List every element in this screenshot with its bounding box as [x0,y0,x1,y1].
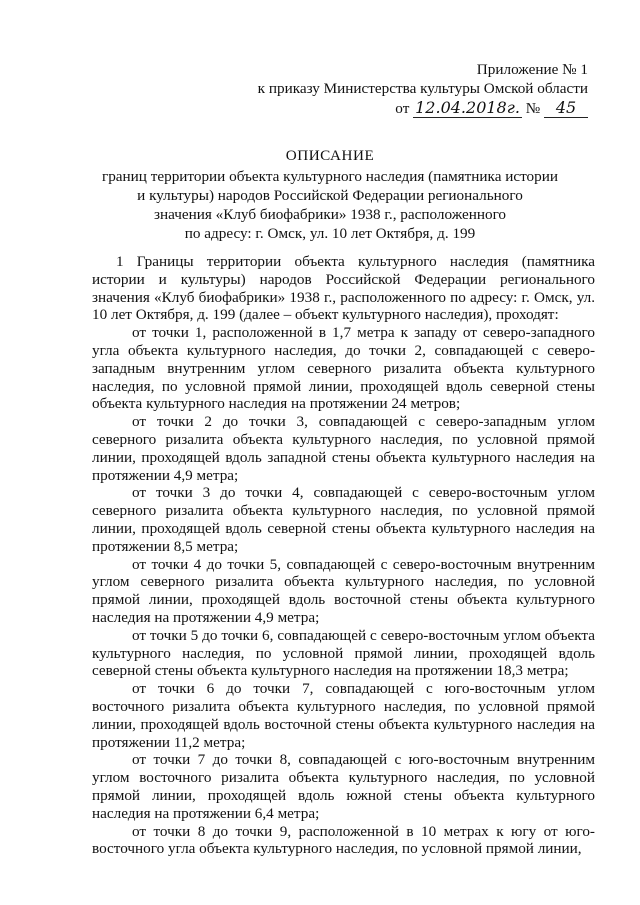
order-reference: к приказу Министерства культуры Омской области [257,80,588,97]
body-paragraph: от точки 6 до точки 7, совпадающей с юго-восточным углом восточного ризалита объекта культурного наследия, по условной прямой линии, проходящей вдоль восточной стены объекта культурного наследия на протяжении 11,2 метра; [92,680,595,751]
body-paragraph: от точки 7 до точки 8, совпадающей с юго-восточным внутренним углом восточного ризалита объекта культурного наследия, по условной прямой линии, проходящей вдоль южной стены объекта культурного наследия на протяжении 6,4 метра; [92,751,595,822]
body-paragraph: 1 Границы территории объекта культурного наследия (памятника истории и культуры) народов Российской Федерации регионального значения «Клуб биофабрики» 1938 г., расположенного по адресу: г. Омск, ул. 10 лет Октября, д. 199 (далее – объект культурного наследия), проходят: [92,253,595,324]
document-body [92,253,595,858]
body-paragraph: от точки 5 до точки 6, совпадающей с северо-восточным углом объекта культурного наследия, по условной прямой линии, проходящей вдоль северной стены объекта культурного наследия на протяжении 18,3 метра; [92,626,595,680]
handwritten-date: 12.04.2018г. [415,98,520,117]
document-heading: ОПИСАНИЕ [285,147,375,164]
subtitle-line: по адресу: г. Омск, ул. 10 лет Октября, д. 199 [184,225,476,242]
order-date-number [258,98,588,118]
body-paragraph: от точки 4 до точки 5, совпадающей с северо-восточным внутренним углом северного ризалита объекта культурного наследия, по условной прямой линии, проходящей вдоль восточной стены объекта культурного наследия на протяжении 4,9 метра; [92,555,595,626]
body-paragraph: от точки 8 до точки 9, расположенной в 10 метрах к югу от юго-восточного угла объекта культурного наследия, по условной прямой линии, [92,822,595,858]
body-paragraph: от точки 2 до точки 3, совпадающей с северо-западным углом северного ризалита объекта культурного наследия, по условной прямой линии, проходящей вдоль западной стены объекта культурного наследия на протяжении 4,9 метра; [92,413,595,484]
subtitle-line: значения «Клуб биофабрики» 1938 г., расположенного [153,206,507,223]
subtitle-line: и культуры) народов Российской Федерации регионального [137,187,523,204]
subtitle-line: границ территории объекта культурного наследия (памятника истории [101,168,558,185]
handwritten-number: 45 [544,98,588,118]
body-paragraph: от точки 3 до точки 4, совпадающей с северо-восточным углом северного ризалита объекта культурного наследия, по условной прямой линии, проходящей вдоль северной стены объекта культурного наследия на протяжении 8,5 метра; [92,484,595,555]
number-prefix: № [525,100,541,117]
body-paragraph: от точки 1, расположенной в 1,7 метра к западу от северо-западного угла объекта культурного наследия, до точки 2, совпадающей с северо-западным внутренним углом северного ризалита объекта культурного наследия, по условной прямой линии, проходящей вдоль северной стены объекта культурного наследия на протяжении 24 метров; [92,324,595,413]
document-title-block [80,146,580,243]
appendix-header [258,60,588,118]
date-prefix: от [395,100,410,117]
appendix-label: Приложение № 1 [476,61,588,78]
